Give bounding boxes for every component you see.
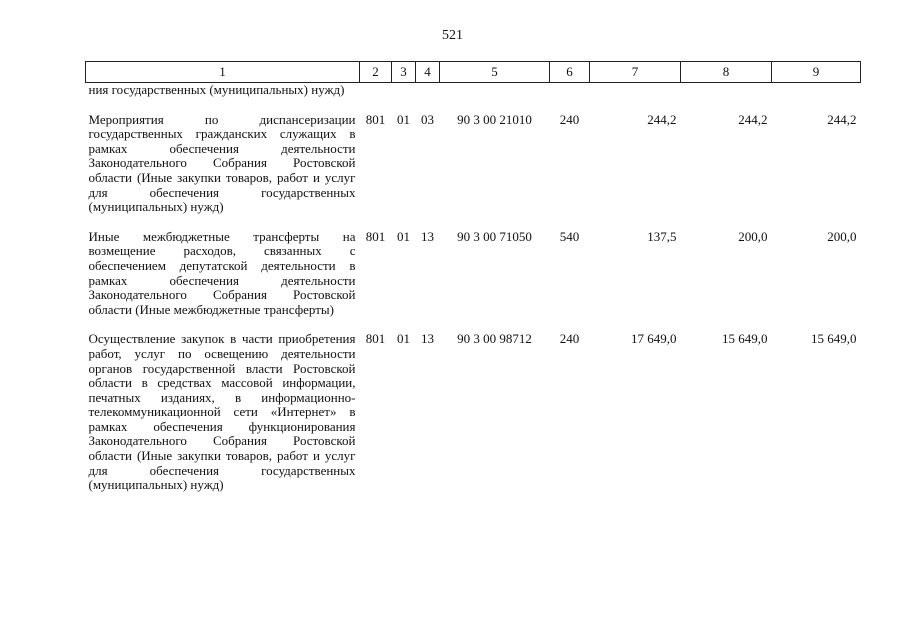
cell-subsection xyxy=(416,83,440,113)
cell-amount-8: 15 649,0 xyxy=(722,331,768,347)
expense-name: Осуществление закупок в части приобретения работ, услуг по освещению деятельности органов государственной власти Ростовской области в средствах массовой информации, печатных изданиях, в информационно-телекоммуникационной сети «Интернет» в рамках обеспечения функционирования Законодательного Собрания Ростовской области (Иные закупки товаров, работ и услуг для обеспечения государственных (муниципальных) нужд) xyxy=(88,331,356,493)
cell-amount-9 xyxy=(772,83,861,113)
page-number: 521 xyxy=(442,28,463,43)
cell-amount-8: 200,0 xyxy=(738,228,768,244)
cell-amount-7: 137,5 xyxy=(647,228,677,244)
column-header: 9 xyxy=(772,62,861,83)
cell-target-article: 90 3 00 71050 xyxy=(457,228,532,244)
cell-expense-type: 240 xyxy=(559,331,580,347)
table-row xyxy=(86,332,861,508)
cell-expense-type: 240 xyxy=(559,111,580,127)
budget-table xyxy=(85,61,861,508)
cell-expense-type: 540 xyxy=(559,228,580,244)
cell-section: 01 xyxy=(397,111,410,127)
cell-amount-8 xyxy=(681,83,772,113)
table-row xyxy=(86,83,861,113)
cell-section: 01 xyxy=(397,331,410,347)
cell-section: 01 xyxy=(397,228,410,244)
cell-section xyxy=(392,83,416,113)
cell-ministry: 801 xyxy=(365,331,386,347)
cell-amount-9: 200,0 xyxy=(827,228,857,244)
column-header: 6 xyxy=(550,62,590,83)
column-header: 2 xyxy=(360,62,392,83)
cell-subsection: 13 xyxy=(421,228,434,244)
expense-name: Мероприятия по диспансеризации государственных гражданских служащих в рамках обеспечения деятельности Законодательного Собрания Ростовской области (Иные закупки товаров, работ и услуг для обеспечения государственных (муниципальных) нужд) xyxy=(88,111,356,215)
column-header: 8 xyxy=(681,62,772,83)
column-header: 3 xyxy=(392,62,416,83)
table-header-row xyxy=(86,62,861,83)
column-header: 1 xyxy=(86,62,360,83)
expense-name: ния государственных (муниципальных) нужд) xyxy=(88,82,345,97)
cell-target-article: 90 3 00 21010 xyxy=(457,111,532,127)
cell-amount-9: 244,2 xyxy=(827,111,857,127)
table-row xyxy=(86,113,861,230)
cell-target-article: 90 3 00 98712 xyxy=(457,331,532,347)
cell-amount-7 xyxy=(590,83,681,113)
cell-target-article xyxy=(440,83,550,113)
cell-subsection: 13 xyxy=(421,331,434,347)
cell-amount-7: 244,2 xyxy=(647,111,677,127)
cell-expense-type xyxy=(550,83,590,113)
column-header: 4 xyxy=(416,62,440,83)
expense-name: Иные межбюджетные трансферты на возмещение расходов, связанных с обеспечением депутатской деятельности в рамках обеспечения деятельности Законодательного Собрания Ростовской области (Иные межбюджетные трансферты) xyxy=(88,228,356,317)
cell-amount-7: 17 649,0 xyxy=(631,331,677,347)
cell-amount-8: 244,2 xyxy=(738,111,768,127)
cell-amount-9: 15 649,0 xyxy=(811,331,857,347)
column-header: 5 xyxy=(440,62,550,83)
cell-subsection: 03 xyxy=(421,111,434,127)
cell-ministry xyxy=(360,83,392,113)
cell-ministry: 801 xyxy=(365,111,386,127)
cell-ministry: 801 xyxy=(365,228,386,244)
table-row xyxy=(86,230,861,333)
column-header: 7 xyxy=(590,62,681,83)
